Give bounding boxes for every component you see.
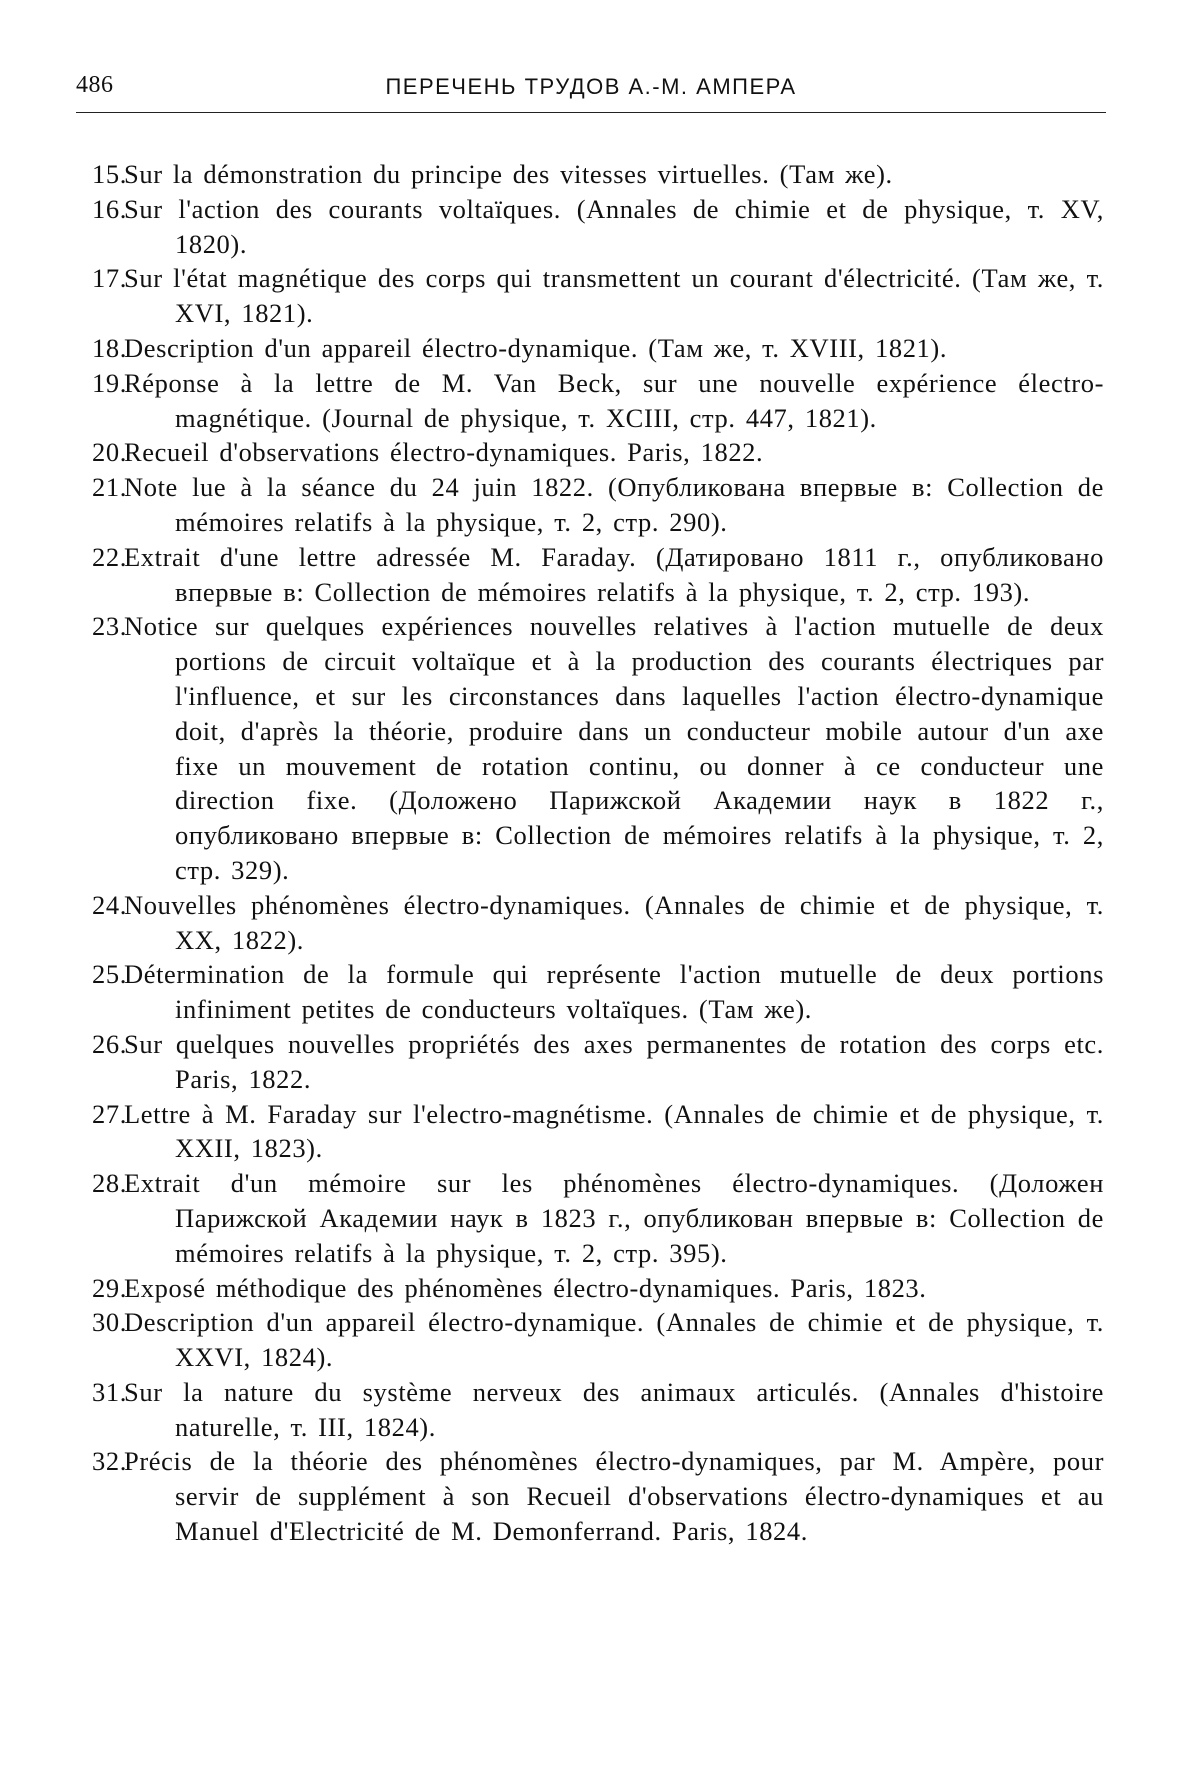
- entry-number: 20.: [92, 437, 127, 468]
- entry-number: 30.: [92, 1307, 127, 1338]
- bibliography-entry: [92, 470, 1104, 540]
- entry-number: 29.: [92, 1272, 127, 1303]
- entry-text: Précis de la théorie des phénomènes électro-dynamiques, par M. Ampère, pour servir de supplément à son Recueil d'observations électro-dynamiques et au Manuel d'Electricité de M. Demonferrand. Paris, 1824.: [124, 1446, 1104, 1547]
- entry-number: 18.: [92, 332, 127, 363]
- entry-number: 22.: [92, 541, 127, 572]
- entry-text: Sur la démonstration du principe des vitesses virtuelles. (Там же).: [124, 159, 893, 189]
- entry-number: 15.: [92, 159, 127, 189]
- page-header: [76, 72, 1106, 113]
- entry-text: Notice sur quelques expériences nouvelles relatives à l'action mutuelle de deux portions de circuit voltaïque et à la production des courants électriques par l'influence, et sur les circonstances dans laquelles l'action électro-dynamique doit, d'après la théorie, produire dans un conducteur mobile autour d'un axe fixe un mouvement de rotation continu, ou donner à ce conducteur une direction fixe. (Доложено Парижской Академии наук в 1822 г., опубликовано впервые в: Collection de mémoires relatifs à la physique, т. 2, стр. 329).: [124, 611, 1104, 885]
- bibliography-entry: [92, 1271, 1104, 1306]
- page-number: 486: [76, 72, 114, 98]
- bibliography-entry: [92, 1166, 1104, 1270]
- bibliography-entry: [92, 331, 1104, 366]
- entry-text: Description d'un appareil électro-dynamique. (Там же, т. XVIII, 1821).: [124, 332, 948, 363]
- entry-number: 25.: [92, 959, 127, 990]
- entry-number: 19.: [92, 367, 127, 398]
- entry-text: Sur l'action des courants voltaïques. (Annales de chimie et de physique, т. XV, 1820).: [124, 193, 1104, 259]
- entry-number: 32.: [92, 1446, 127, 1477]
- bibliography-entry: [92, 957, 1104, 1027]
- bibliography-entry: [92, 1097, 1104, 1167]
- entry-text: Nouvelles phénomènes électro-dynamiques. (Annales de chimie et de physique, т. XX, 1822).: [124, 889, 1104, 955]
- entry-text: Recueil d'observations électro-dynamiques. Paris, 1822.: [124, 437, 764, 468]
- bibliography-entry: [92, 888, 1104, 958]
- entry-text: Sur quelques nouvelles propriétés des axes permanentes de rotation des corps etc. Paris, 1822.: [124, 1028, 1104, 1094]
- entry-text: Extrait d'une lettre adressée M. Faraday. (Датировано 1811 г., опубликовано впервые в: Collection de mémoires relatifs à la physique, т. 2, стр. 193).: [124, 541, 1104, 607]
- entry-number: 24.: [92, 889, 127, 920]
- bibliography-entry: [92, 1027, 1104, 1097]
- entry-text: Sur l'état magnétique des corps qui transmettent un courant d'électricité. (Там же, т. XVI, 1821).: [124, 263, 1104, 329]
- bibliography-entry: [92, 192, 1104, 262]
- entry-text: Exposé méthodique des phénomènes électro-dynamiques. Paris, 1823.: [124, 1272, 927, 1303]
- entry-text: Description d'un appareil électro-dynamique. (Annales de chimie et de physique, т. XXVI, 1824).: [124, 1307, 1104, 1373]
- bibliography-entry: [92, 1375, 1104, 1445]
- bibliography-entry: [92, 157, 1104, 192]
- entry-text: Sur la nature du système nerveux des animaux articulés. (Annales d'histoire naturelle, т. III, 1824).: [124, 1376, 1104, 1442]
- bibliography-list: [92, 157, 1104, 1549]
- entry-text: Note lue à la séance du 24 juin 1822. (Опубликована впервые в: Collection de mémoires relatifs à la physique, т. 2, стр. 290).: [124, 472, 1104, 537]
- running-title: ПЕРЕЧЕНЬ ТРУДОВ А.-М. АМПЕРА: [385, 74, 797, 99]
- entry-text: Réponse à la lettre de M. Van Beck, sur une nouvelle expérience électro-magnétique. (Journal de physique, т. XCIII, стр. 447, 1821).: [124, 367, 1104, 433]
- entry-number: 31.: [92, 1376, 127, 1407]
- bibliography-entry: [92, 261, 1104, 331]
- entry-number: 26.: [92, 1028, 127, 1059]
- entry-number: 27.: [92, 1098, 127, 1129]
- bibliography-entry: [92, 435, 1104, 470]
- bibliography-entry: [92, 366, 1104, 436]
- entry-number: 28.: [92, 1168, 127, 1199]
- bibliography-entry: [92, 540, 1104, 610]
- entry-text: Lettre à M. Faraday sur l'electro-magnétisme. (Annales de chimie et de physique, т. XXII, 1823).: [124, 1098, 1104, 1164]
- entry-number: 17.: [92, 263, 127, 294]
- entry-number: 21.: [92, 472, 127, 503]
- entry-number: 23.: [92, 611, 127, 642]
- bibliography-entry: [92, 609, 1104, 887]
- entry-text: Détermination de la formule qui représente l'action mutuelle de deux portions infiniment petites de conducteurs voltaïques. (Там же).: [124, 959, 1104, 1025]
- bibliography-entry: [92, 1305, 1104, 1375]
- entry-text: Extrait d'un mémoire sur les phénomènes électro-dynamiques. (Доложен Парижской Академии наук в 1823 г., опубликован впервые в: Collection de mémoires relatifs à la physique, т. 2, стр. 395).: [124, 1168, 1104, 1268]
- bibliography-entry: [92, 1444, 1104, 1548]
- entry-number: 16.: [92, 193, 127, 224]
